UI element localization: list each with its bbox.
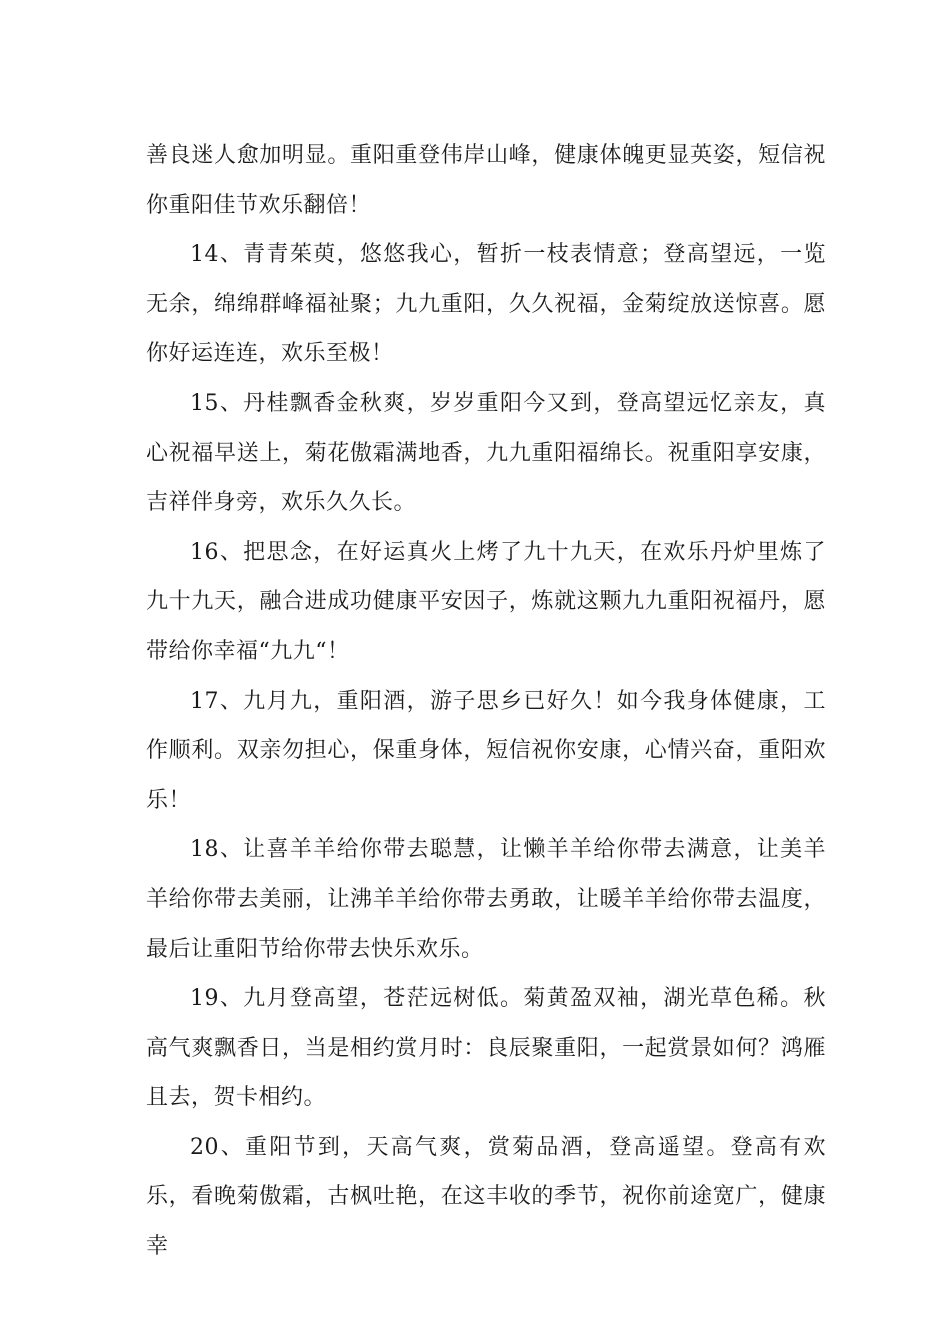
paragraph-item-14: 14、青青茱萸，悠悠我心，暂折一枝表情意；登高望远，一览无余，绵绵群峰福祉聚；九九重阳，久久祝福，金菊绽放送惊喜。愿你好运连连，欢乐至极！	[146, 242, 826, 367]
paragraph-item-19: 19、九月登高望，苍茫远树低。菊黄盈双袖，湖光草色稀。秋高气爽飘香日，当是相约赏月时：良辰聚重阳，一起赏景如何？鸿雁且去，贺卡相约。	[146, 986, 826, 1111]
paragraph-item-18: 18、让喜羊羊给你带去聪慧，让懒羊羊给你带去满意，让美羊羊给你带去美丽，让沸羊羊给你带去勇敢，让暖羊羊给你带去温度，最后让重阳节给你带去快乐欢乐。	[146, 837, 826, 962]
document-body	[146, 131, 826, 1272]
paragraph-item-20: 20、重阳节到，天高气爽，赏菊品酒，登高遥望。登高有欢乐，看晚菊傲霜，古枫吐艳，在这丰收的季节，祝你前途宽广，健康幸	[146, 1134, 826, 1260]
paragraph-item-17: 17、九月九，重阳酒，游子思乡已好久！如今我身体健康，工作顺利。双亲勿担心，保重身体，短信祝你安康，心情兴奋，重阳欢乐！	[146, 688, 826, 813]
paragraph-item-16: 16、把思念，在好运真火上烤了九十九天，在欢乐丹炉里炼了九十九天，融合进成功健康平安因子，炼就这颗九九重阳祝福丹，愿带给你幸福“九九“！	[146, 539, 826, 664]
paragraph-item-15: 15、丹桂飘香金秋爽，岁岁重阳今又到，登高望远忆亲友，真心祝福早送上，菊花傲霜满地香，九九重阳福绵长。祝重阳享安康，吉祥伴身旁，欢乐久久长。	[146, 390, 826, 516]
paragraph-continuation: 善良迷人愈加明显。重阳重登伟岸山峰，健康体魄更显英姿，短信祝你重阳佳节欢乐翻倍！	[146, 143, 826, 218]
